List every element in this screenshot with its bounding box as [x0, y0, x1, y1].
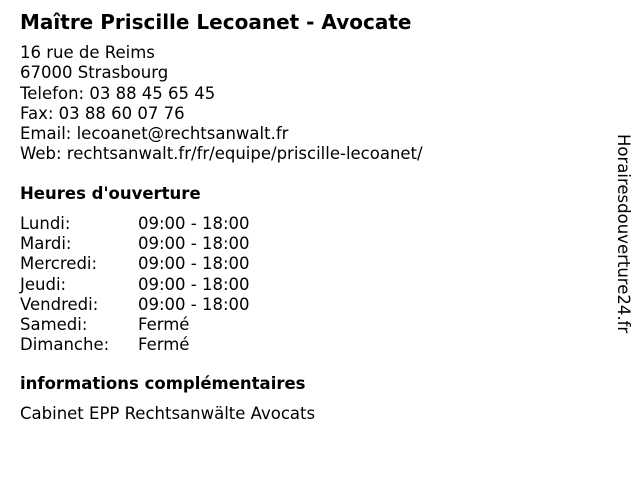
- hours-value: 09:00 - 18:00: [138, 294, 250, 314]
- day-label: Vendredi:: [20, 294, 99, 314]
- opening-hours-table: [20, 214, 250, 355]
- hours-row-dimanche: [20, 335, 250, 355]
- additional-info-heading: informations complémentaires: [20, 374, 306, 393]
- hours-value: 09:00 - 18:00: [138, 214, 250, 233]
- day-label: Dimanche:: [20, 335, 110, 355]
- site-watermark: Horairesdouverture24.fr: [614, 134, 633, 334]
- day-label: Jeudi:: [20, 274, 67, 294]
- hours-value: 09:00 - 18:00: [138, 254, 250, 274]
- city-postcode: 67000 Strasbourg: [20, 63, 169, 83]
- day-label: Mardi:: [20, 234, 72, 254]
- day-label: Lundi:: [20, 214, 71, 233]
- hours-value: 09:00 - 18:00: [138, 274, 250, 294]
- hours-row-mercredi: [20, 254, 250, 274]
- hours-value: Fermé: [138, 335, 190, 355]
- hours-value: 09:00 - 18:00: [138, 234, 250, 254]
- phone-number: Telefon: 03 88 45 65 45: [20, 83, 216, 103]
- contact-block: [20, 43, 423, 165]
- hours-row-mardi: [20, 234, 250, 254]
- day-label: Samedi:: [20, 315, 88, 335]
- fax-number: Fax: 03 88 60 07 76: [20, 103, 185, 123]
- hours-row-vendredi: [20, 295, 250, 315]
- hours-row-jeudi: [20, 275, 250, 295]
- page-title: Maître Priscille Lecoanet - Avocate: [20, 10, 412, 34]
- hours-row-lundi: [20, 214, 250, 234]
- day-label: Mercredi:: [20, 254, 98, 274]
- additional-info-text: Cabinet EPP Rechtsanwälte Avocats: [20, 404, 316, 423]
- website-url: Web: rechtsanwalt.fr/fr/equipe/priscille-lecoanet/: [20, 144, 423, 164]
- street-address: 16 rue de Reims: [20, 43, 155, 62]
- hours-row-samedi: [20, 315, 250, 335]
- hours-value: Fermé: [138, 315, 190, 335]
- opening-hours-heading: Heures d'ouverture: [20, 184, 201, 203]
- email-address: Email: lecoanet@rechtsanwalt.fr: [20, 124, 289, 144]
